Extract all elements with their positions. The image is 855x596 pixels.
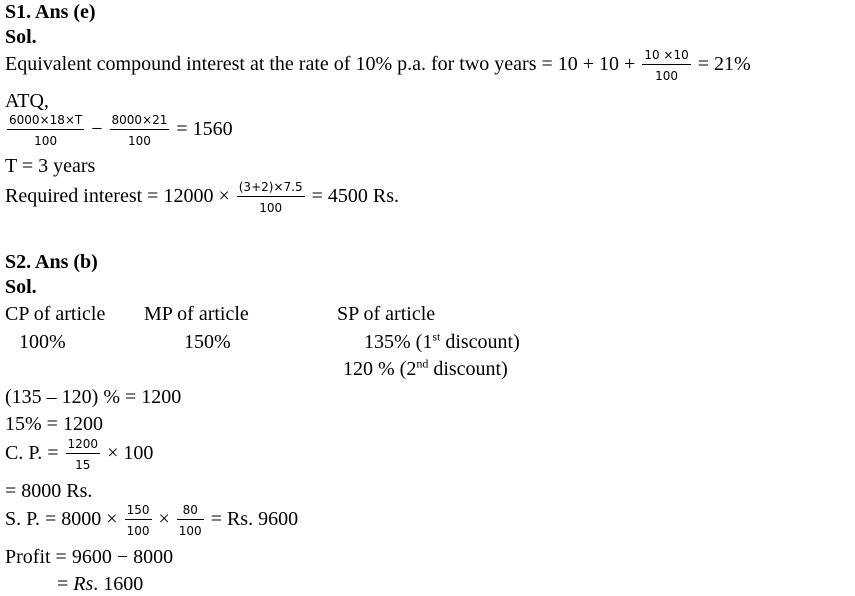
table-header-cp: CP of article xyxy=(5,303,106,325)
s1-req-fraction xyxy=(237,180,305,215)
s1-equivalent-ci-line xyxy=(5,48,751,83)
sp2-text: 120 % (2 xyxy=(343,358,417,380)
s1-line1-text: Equivalent compound interest at the rate of 10% p.a. for two years = 10 + 10 + xyxy=(5,53,636,76)
s1-line1-fraction xyxy=(642,48,690,83)
fraction-numerator: 150 xyxy=(125,503,152,520)
fraction-numerator: 80 xyxy=(177,503,204,520)
s1-required-interest-line xyxy=(5,180,399,215)
sp-suffix: = Rs. 9600 xyxy=(210,508,299,531)
table-sp-second-discount xyxy=(343,357,508,381)
s2-heading: S2. Ans (b) xyxy=(5,251,98,273)
s2-percent-line: 15% = 1200 xyxy=(5,413,103,435)
table-mp-value: 150% xyxy=(184,331,231,353)
s2-sol-label: Sol. xyxy=(5,276,37,298)
fraction-numerator: 10 ×10 xyxy=(642,48,690,65)
fraction-denominator: 100 xyxy=(128,134,151,148)
s2-cp-result: = 8000 Rs. xyxy=(5,480,93,502)
s1-t-line: T = 3 years xyxy=(5,155,96,177)
s2-profit-line: Profit = 9600 − 8000 xyxy=(5,546,174,568)
rs-italic: Rs xyxy=(73,573,94,595)
table-sp-first-discount xyxy=(364,330,520,354)
cp-prefix: C. P. = xyxy=(5,442,59,465)
s1-atq: ATQ, xyxy=(5,90,49,112)
fraction-denominator: 100 xyxy=(655,69,678,83)
s2-difference-line: (135 – 120) % = 1200 xyxy=(5,386,182,408)
s2-sp-line xyxy=(5,503,298,538)
s2-sp-fraction-1 xyxy=(125,503,152,538)
s2-profit-result xyxy=(57,572,143,596)
profit-value: . 1600 xyxy=(93,573,144,595)
table-cp-value: 100% xyxy=(19,331,66,353)
s1-req-result: = 4500 Rs. xyxy=(311,185,399,208)
fraction-denominator: 100 xyxy=(178,524,202,538)
fraction-numerator: 1200 xyxy=(66,437,101,454)
times-sign: × xyxy=(158,508,170,531)
sp1-superscript: st xyxy=(432,329,441,344)
fraction-numerator: 6000×18×T xyxy=(7,113,84,130)
fraction-numerator: (3+2)×7.5 xyxy=(237,180,305,197)
fraction-denominator: 100 xyxy=(126,524,150,538)
s2-cp-fraction xyxy=(66,437,101,472)
s1-eq-fraction-2 xyxy=(110,113,170,148)
cp-suffix: × 100 xyxy=(107,442,154,465)
minus-sign: − xyxy=(91,118,103,141)
s2-cp-line xyxy=(5,437,153,472)
s1-line1-result: = 21% xyxy=(697,53,751,76)
s2-sp-fraction-2 xyxy=(177,503,204,538)
s1-sol-label: Sol. xyxy=(5,26,37,48)
sp2-superscript: nd xyxy=(416,356,429,371)
s1-heading: S1. Ans (e) xyxy=(5,1,96,23)
equals-sign: = xyxy=(57,573,69,595)
sp2-suffix: discount) xyxy=(428,358,508,380)
s1-eq-fraction-1 xyxy=(7,113,84,148)
fraction-denominator: 100 xyxy=(34,134,58,148)
s1-eq-result: = 1560 xyxy=(176,118,233,141)
s1-equation-line xyxy=(5,113,233,148)
fraction-numerator: 8000×21 xyxy=(110,113,170,130)
sp1-suffix: discount) xyxy=(440,331,520,353)
s1-req-text: Required interest = 12000 × xyxy=(5,185,230,208)
fraction-denominator: 100 xyxy=(259,201,283,215)
sp-prefix: S. P. = 8000 × xyxy=(5,508,118,531)
fraction-denominator: 15 xyxy=(75,458,91,472)
table-header-mp: MP of article xyxy=(144,303,249,325)
table-header-sp: SP of article xyxy=(337,303,436,325)
sp1-text: 135% (1 xyxy=(364,331,433,353)
